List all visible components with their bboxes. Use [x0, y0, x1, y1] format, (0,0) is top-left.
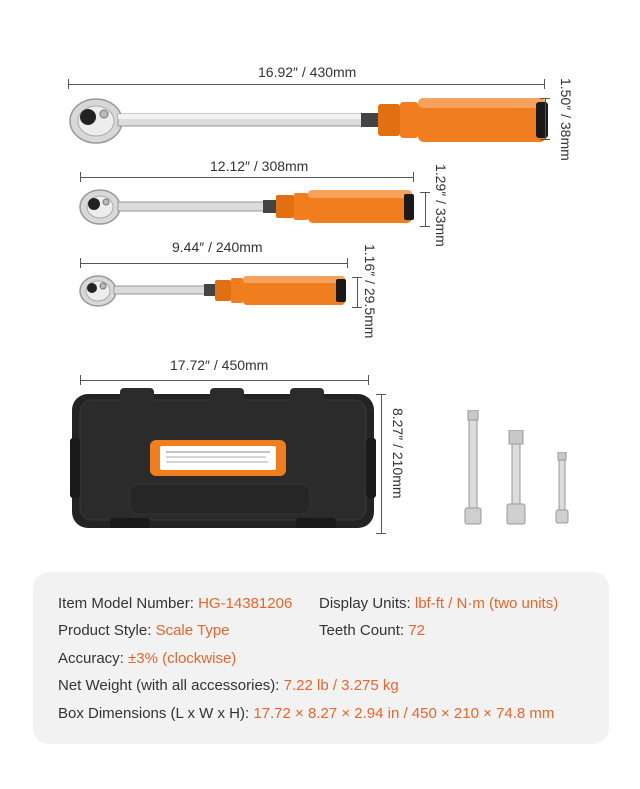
- torque-wrench-small-icon: [78, 272, 350, 310]
- case-length-line: [80, 375, 369, 385]
- small-wrench-length-label: 9.44″ / 240mm: [172, 239, 263, 255]
- small-wrench-diameter-label: 1.16″ / 29.5mm: [362, 244, 378, 339]
- large-wrench-length-line: [68, 79, 545, 89]
- spec-style: [58, 622, 230, 639]
- spec-display-units-value: lbf-ft / N·m (two units): [414, 595, 559, 612]
- spec-weight: [58, 677, 399, 694]
- spec-model-label: Item Model Number:: [58, 595, 194, 612]
- spec-style-value: Scale Type: [155, 622, 230, 639]
- spec-model-value: HG-14381206: [198, 595, 293, 612]
- case-height-label: 8.27″ / 210mm: [390, 408, 406, 499]
- extension-bar-icon: [462, 410, 484, 526]
- carrying-case-icon: [70, 388, 376, 532]
- extension-bar-icon: [553, 452, 571, 524]
- spec-box-label: Box Dimensions (L x W x H):: [58, 705, 250, 722]
- torque-wrench-medium-icon: [78, 186, 418, 228]
- case-length-label: 17.72″ / 450mm: [170, 357, 269, 373]
- small-wrench-length-line: [80, 258, 348, 268]
- spec-teeth: [319, 622, 425, 639]
- spec-display-units: [319, 595, 558, 612]
- spec-teeth-label: Teeth Count:: [319, 622, 405, 639]
- large-wrench-diameter-line: [540, 98, 550, 140]
- spec-accuracy: [58, 650, 236, 667]
- extension-bar-icon: [505, 430, 527, 526]
- spec-box-value: 17.72 × 8.27 × 2.94 in / 450 × 210 × 74.8 mm: [253, 705, 555, 722]
- spec-accuracy-label: Accuracy:: [58, 650, 124, 667]
- medium-wrench-diameter-line: [420, 192, 430, 227]
- small-wrench-diameter-line: [352, 277, 362, 308]
- case-height-line: [376, 394, 386, 534]
- medium-wrench-diameter-label: 1.29″ / 33mm: [433, 164, 449, 247]
- spec-model: [58, 595, 292, 612]
- spec-accuracy-value: ±3% (clockwise): [128, 650, 237, 667]
- torque-wrench-large-icon: [66, 92, 548, 150]
- large-wrench-length-label: 16.92″ / 430mm: [258, 64, 357, 80]
- spec-weight-label: Net Weight (with all accessories):: [58, 677, 280, 694]
- spec-box: [58, 705, 554, 722]
- spec-style-label: Product Style:: [58, 622, 152, 639]
- spec-teeth-value: 72: [408, 622, 425, 639]
- spec-weight-value: 7.22 lb / 3.275 kg: [283, 677, 399, 694]
- large-wrench-diameter-label: 1.50″ / 38mm: [558, 78, 574, 161]
- spec-display-units-label: Display Units:: [319, 595, 411, 612]
- medium-wrench-length-label: 12.12″ / 308mm: [210, 158, 309, 174]
